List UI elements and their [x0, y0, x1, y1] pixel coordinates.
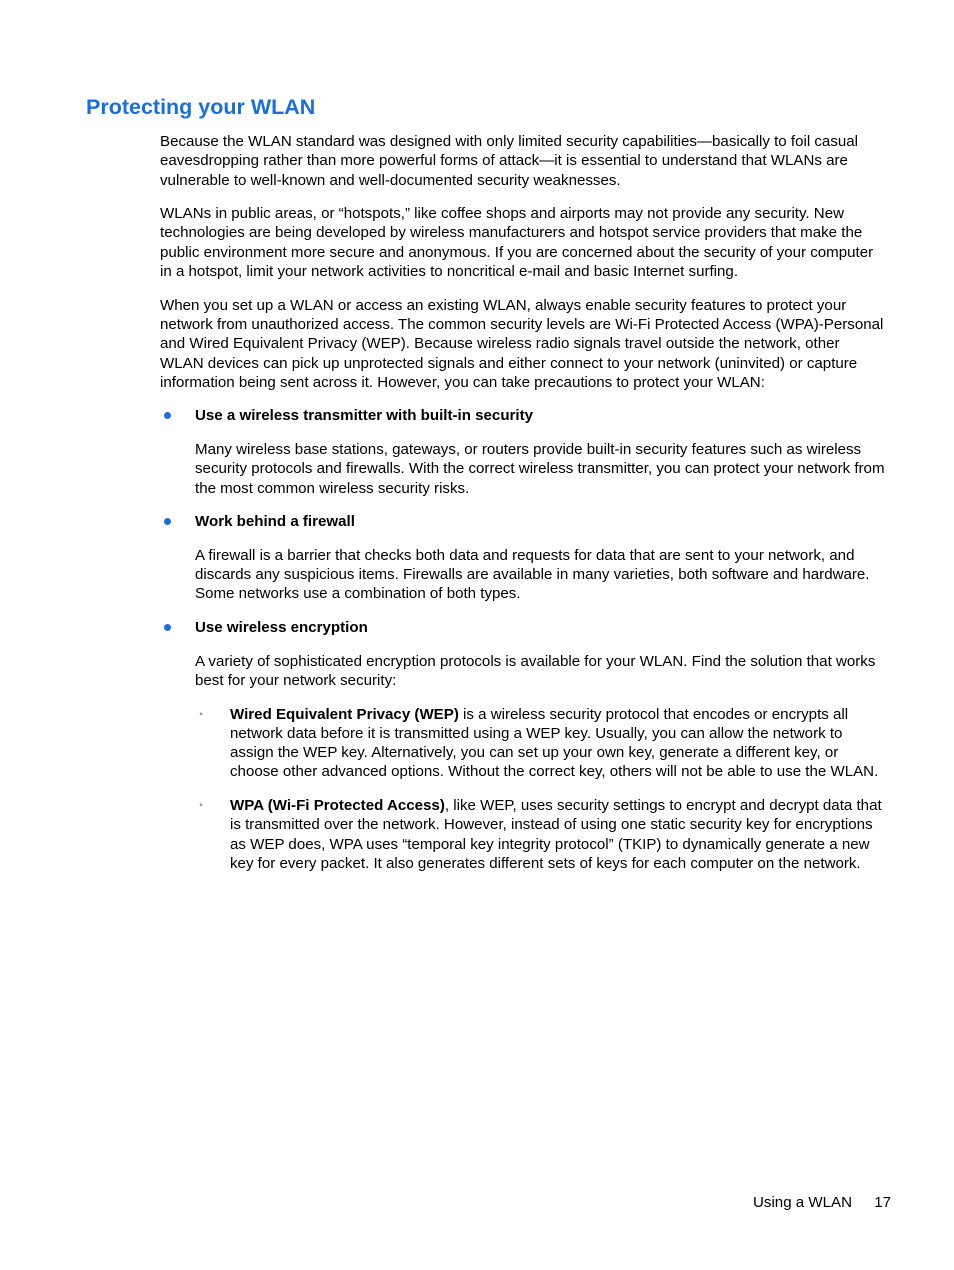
intro-paragraph: Because the WLAN standard was designed with only limited security capabilities—basically to foil casual eavesdropping rather than more powerful forms of attack—it is essential to understand that WLANs are vulnerable to well-known and well-documented security weaknesses.	[160, 133, 859, 189]
sub-bullet-text: , like WEP, uses security settings to encrypt and decrypt data that is transmitted over the network. However, instead of using one static security key for encryptions as WEP does, WPA uses “temporal key integrity protocol” (TKIP) to dynamically generate a new key for every packet. It also generates different sets of keys for each computer on the network.	[230, 796, 882, 872]
bullet-dot-icon	[164, 624, 171, 631]
page-heading: Protecting your WLAN	[86, 95, 316, 119]
bullet-dot-icon	[164, 518, 171, 525]
page-footer	[753, 1193, 891, 1212]
sub-bullet-item	[160, 796, 886, 873]
setup-paragraph: When you set up a WLAN or access an existing WLAN, always enable security features to protect your network from unauthorized access. The common security levels are Wi-Fi Protected Access (WPA)-Personal and Wired Equivalent Privacy (WEP). Because wireless radio signals travel outside the network, other WLAN devices can pick up unprotected signals and either connect to your network (uninvited) or capture information being sent across it. However, you can take precautions to protect your WLAN:	[160, 296, 884, 391]
hollow-circle-icon: ◦	[199, 799, 203, 811]
sub-bullet-term: Wired Equivalent Privacy (WEP)	[230, 705, 459, 723]
bullet-dot-icon	[164, 412, 171, 419]
bullet-item	[160, 406, 886, 425]
sub-bullet-text: is a wireless security protocol that encodes or encrypts all network data before it is transmitted using a WEP key. Usually, you can allow the network to assign the WEP key. Alternatively, you can set up your own key, generate a different key, or choose other advanced options. Without the correct key, others will not be able to use the WLAN.	[230, 705, 879, 781]
hotspot-paragraph: WLANs in public areas, or “hotspots,” like coffee shops and airports may not provide any security. New technologies are being developed by wireless manufacturers and hotspot service providers that make the public environment more secure and anonymous. If you are concerned about the security of your computer in a hotspot, limit your network activities to noncritical e-mail and basic Internet surfing.	[160, 205, 874, 281]
bullet-item	[160, 512, 886, 531]
footer-section-title: Using a WLAN	[753, 1194, 852, 1211]
sub-bullet-item	[160, 705, 886, 782]
bullet-title: Use a wireless transmitter with built-in security	[195, 407, 534, 425]
sub-bullet-term: WPA (Wi-Fi Protected Access)	[230, 796, 445, 814]
bullet-description: A variety of sophisticated encryption protocols is available for your WLAN. Find the solution that works best for your network security:	[195, 652, 876, 689]
hollow-circle-icon: ◦	[199, 708, 203, 720]
bullet-description: A firewall is a barrier that checks both data and requests for data that are sent to your network, and discards any suspicious items. Firewalls are available in many varieties, both software and hardware. Some networks use a combination of both types.	[195, 546, 870, 603]
bullet-title: Work behind a firewall	[195, 513, 355, 531]
bullet-title: Use wireless encryption	[195, 619, 368, 637]
bullet-item	[160, 618, 886, 637]
body-content	[160, 132, 886, 887]
page-number: 17	[874, 1194, 891, 1211]
bullet-description: Many wireless base stations, gateways, or routers provide built-in security features such as wireless security protocols and firewalls. With the correct wireless transmitter, you can protect your network from the most common wireless security risks.	[195, 441, 885, 497]
